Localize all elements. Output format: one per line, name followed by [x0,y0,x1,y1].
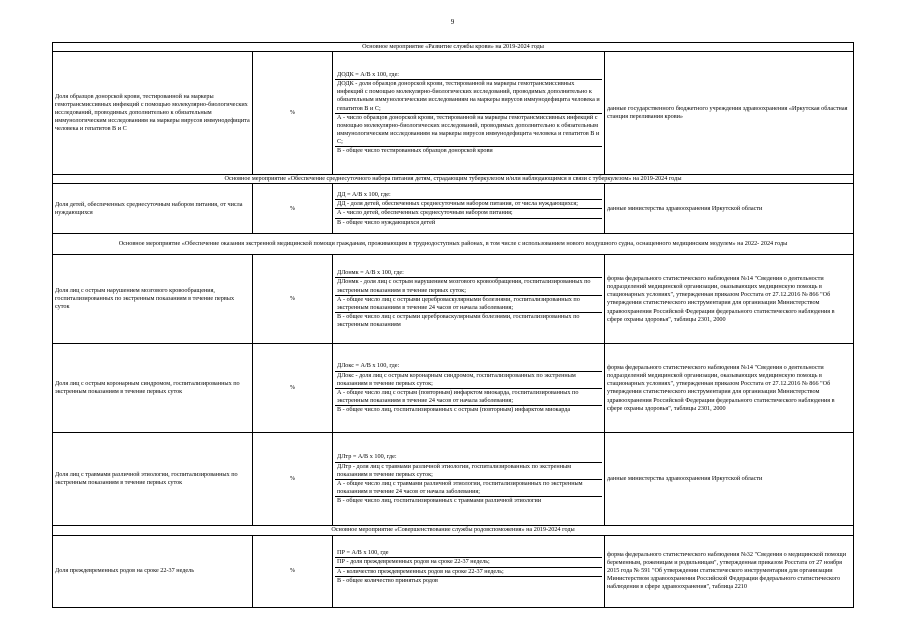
formula-line: В - общее число лиц с острыми цереброваскулярными болезнями, госпитализированных по экстренным показаниям [337,313,580,329]
formula-line: А - число образцов донорской крови, тестированной на маркеры гемотрансмиссивных инфекций с помощью молекулярно-биологических исследований, проводимых дополнительно к обязательным иммунологическим исследованиям на маркеры вирусов иммунодефицита человека и гепатитов В и С; [335,114,602,148]
indicator-source: форма федерального статистического наблюдения №32 "Сведения о медицинской помощи беременным, роженицам и родильницам", утвержденная приказом Росстата от 27 ноября 2015 года № 591 "Об утверждении статистического инструментария для организации Министерством здравоохранения Российской Федерации федерального статистического наблюдения в сфере здравоохранения", таблица 2210 [605,535,854,607]
section-row [53,43,854,52]
formula-line: ДД - доля детей, обеспеченных среднесуточным набором питания, от числа нуждающихся; [335,200,602,209]
section-title: Основное мероприятие «Обеспечение среднесуточного набора питания детям, страдающим туберкулезом и/или наблюдающимся в связи с туберкулезом» на 2019-2024 годы [53,175,854,184]
section-title: Основное мероприятие «Развитие службы крови» на 2019-2024 годы [53,43,854,52]
formula-line: ПР - доля преждевременных родов на сроке 22-37 недель; [335,558,602,567]
formula-line: ДЛокс - доля лиц с острым коронарным синдромом, госпитализированных по экстренным показаниям в течение первых суток; [335,372,602,389]
section-title: Основное мероприятие «Совершенствование службы родовспоможения» на 2019-2024 годы [53,526,854,535]
indicator-row [53,433,854,526]
formula-line: ДЛонмк - доля лиц с острым нарушением мозгового кровообращения, госпитализированных по экстренным показаниям в течение первых суток; [335,278,602,295]
formula-line: ДЛонмк = А/В х 100, где: [335,269,602,278]
formula-line: В - общее число нуждающихся детей [337,218,436,226]
indicators-table [52,42,854,608]
indicator-name: Доля лиц с острым коронарным синдромом, госпитализированных по экстренным показаниям в течение первых суток [53,344,253,433]
indicator-source: форма федерального статистического наблюдения №14 "Сведения о деятельности подразделений медицинской организации, оказывающих медицинскую помощь в стационарных условиях", утвержденная приказом Росстата от 27.12.2016 № 866 "Об утверждении статистического инструментария для организации Министерством здравоохранения Российской Федерации федерального статистического наблюдения в сфере охраны здоровья", таблицы 2301, 2000 [605,255,854,344]
section-row [53,526,854,535]
indicator-unit: % [253,184,333,234]
formula-line: В - общее число тестированных образцов донорской крови [337,147,493,155]
section-row [53,234,854,255]
section-row [53,175,854,184]
indicator-unit: % [253,255,333,344]
formula-line: В - общее количество принятых родов [337,576,438,584]
formula-line: ДОДК - доля образцов донорской крови, тестированной на маркеры гемотрансмиссивных инфекций с помощью молекулярно-биологических исследований, проводимых дополнительно к обязательным иммунологическим исследованиям на маркеры вирусов иммунодефицита человека и гепатитов В и С; [335,80,602,114]
indicator-formula [333,184,605,234]
formula-line: В - общее число лиц, госпитализированных с острым (повторным) инфарктом миокарда [337,406,571,414]
indicator-formula [333,344,605,433]
formula-line: В - общее число лиц, госпитализированных с травмами различной этиологии [337,497,542,505]
formula-line: ДЛокс = А/В х 100, где: [335,362,602,371]
indicator-name: Доля детей, обеспеченных среднесуточным набором питания, от числа нуждающихся [53,184,253,234]
indicator-source: данные министерства здравоохранения Иркутской области [605,433,854,526]
indicator-name: Доля преждевременных родов на сроке 22-37 недель [53,535,253,607]
formula-line: ДД = А/В х 100, где: [335,191,602,200]
indicator-formula [333,52,605,175]
formula-line: ДОДК = А/В х 100, где: [335,71,602,80]
indicator-source: данные государственного бюджетного учреждения здравоохранения «Иркутская областная станция переливания крови» [605,52,854,175]
indicator-row [53,535,854,607]
indicator-row [53,52,854,175]
page-number: 9 [450,18,455,26]
indicator-source: данные министерства здравоохранения Иркутской области [605,184,854,234]
indicator-name: Доля лиц с травмами различной этиологии, госпитализированных по экстренным показаниям в течение первых суток [53,433,253,526]
formula-line: А - количество преждевременных родов на сроке 22-37 недель; [335,568,602,577]
indicator-row [53,184,854,234]
formula-line: ПР = А/В х 100, где [335,549,602,558]
indicator-formula [333,433,605,526]
formula-line: ДЛтр - доля лиц с травмами различной этиологии, госпитализированных по экстренным показаниям в течение первых суток; [335,463,602,480]
indicator-name: Доля образцов донорской крови, тестированной на маркеры гемотрансмиссивных инфекций с помощью молекулярно-биологических исследований, проводимых дополнительно к обязательным иммунологическим исследованиям на маркеры вирусов иммунодефицита человека и гепатитов В и С [53,52,253,175]
indicator-formula [333,535,605,607]
formula-line: А - общее число лиц с травмами различной этиологии, госпитализированных по экстренным показаниям в течение 24 часов от начала заболевания; [335,480,602,497]
indicator-source: форма федерального статистического наблюдения №14 "Сведения о деятельности подразделений медицинской организации, оказывающих медицинскую помощь в стационарных условиях", утвержденная приказом Росстата от 27.12.2016 № 866 "Об утверждении статистического инструментария для организации Министерством здравоохранения Российской Федерации федерального статистического наблюдения в сфере охраны здоровья", таблицы 2301, 2000 [605,344,854,433]
indicator-unit: % [253,433,333,526]
section-title: Основное мероприятие «Обеспечение оказания экстренной медицинской помощи гражданам, проживающим в труднодоступных районах, в том числе с использованием нового воздушного судна, оснащенного медицинским модулем» на 2022- 2024 годы [53,234,854,255]
indicator-unit: % [253,344,333,433]
indicator-formula [333,255,605,344]
indicator-unit: % [253,535,333,607]
indicator-unit: % [253,52,333,175]
formula-line: ДЛтр = А/В х 100, где: [335,453,602,462]
formula-line: А - общее число лиц с острыми цереброваскулярными болезнями, госпитализированных по экстренным показаниям в течение 24 часов от начала заболевания; [335,296,602,313]
indicator-row [53,344,854,433]
indicator-name: Доля лиц с острым нарушением мозгового кровообращения, госпитализированных по экстренным показаниям в течение первых суток [53,255,253,344]
indicator-row [53,255,854,344]
formula-line: А - число детей, обеспеченных среднесуточным набором питания; [335,209,602,218]
formula-line: А - общее число лиц с острым (повторным) инфарктом миокарда, госпитализированных по экстренным показаниям в течение 24 часов от начала заболевания; [335,389,602,406]
